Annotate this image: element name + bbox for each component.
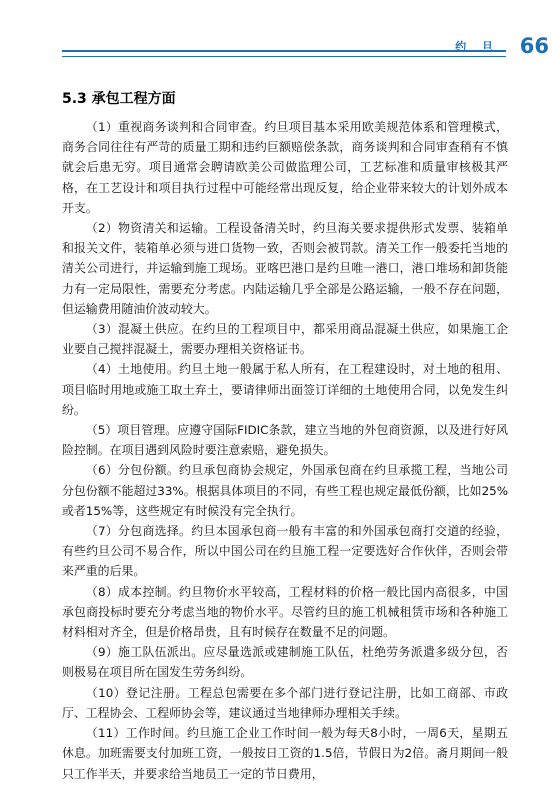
body-text — [62, 117, 508, 784]
paragraph-2-customs-transport: （2）物资清关和运输。工程设备清关时，约旦海关要求提供形式发票、装箱单和报关文件，装箱单必须与进口货物一致，否则会被罚款。清关工作一般委托当地的清关公司进行，并运输到施工现场。亚喀巴港口是约旦唯一港口，港口堆场和卸货能力有一定局限性，需要充分考虑。内陆运输几乎全部是公路运输，一般不存在问题，但运输费用随油价波动较大。 — [62, 221, 508, 316]
paragraph-4-land-use: （4）土地使用。约旦土地一般属于私人所有，在工程建设时，对土地的租用、项目临时用地或施工取土弃土，要请律师出面签订详细的土地使用合同，以免发生纠纷。 — [62, 362, 508, 417]
paragraph-1-contract-review: （1）重视商务谈判和合同审查。约旦项目基本采用欧美规范体系和管理模式，商务合同往往有严苛的质量工期和违约巨额赔偿条款，商务谈判和合同审查稍有不慎就会后患无穷。项目通常会聘请欧美公司做监理公司，工艺标准和质量审核极其严格，在工艺设计和项目执行过程中可能经常出现反复，给企业带来较大的计划外成本开支。 — [62, 120, 508, 215]
paragraph-11-working-hours: （11）工作时间。约旦施工企业工作时间一般为每天8小时，一周6天，星期五休息。加班需要支付加班工资，一般按日工资的1.5倍，节假日为2倍。斋月期间一般只工作半天，并要求给当地员工一定的节日费用， — [62, 726, 508, 781]
page-number: 66 — [519, 34, 549, 58]
header-rule — [62, 50, 506, 52]
paragraph-5-project-management: （5）项目管理。应遵守国际FIDIC条款，建立当地的外包商资源，以及进行好风险控制。在项目遇到风险时要注意索赔，避免损失。 — [62, 423, 508, 458]
paragraph-8-cost-control: （8）成本控制。约旦物价水平较高，工程材料的价格一般比国内高很多，中国承包商投标时要充分考虑当地的物价水平。尽管约旦的施工机械租赁市场和各种施工材料相对齐全，但是价格昂贵，且有时候存在数量不足的问题。 — [62, 584, 508, 640]
running-head: 约 旦 — [455, 40, 499, 53]
paragraph-9-construction-team: （9）施工队伍派出。应尽量选派或建制施工队伍，杜绝劳务派遣多级分包，否则极易在项目所在国发生劳务纠纷。 — [62, 645, 508, 680]
paragraph-7-subcontractor-selection: （7）分包商选择。约旦本国承包商一般有丰富的和外国承包商打交道的经验，有些约旦公司不易合作，所以中国公司在约旦施工程一定要选好合作伙伴，否则会带来严重的后果。 — [62, 524, 508, 579]
paragraph-3-concrete-supply: （3）混凝土供应。在约旦的工程项目中，都采用商品混凝土供应，如果施工企业要自己搅拌混凝土，需要办理相关资格证书。 — [62, 322, 508, 357]
header-rule-thin — [62, 56, 506, 57]
paragraph-6-subcontract-share: （6）分包份额。约旦承包商协会规定，外国承包商在约旦承揽工程，当地公司分包份额不能超过33%。根据具体项目的不同，有些工程也规定最低份额，比如25%或者15%等，这些规定有时候没有完全执行。 — [62, 463, 508, 518]
section-title: 5.3 承包工程方面 — [62, 91, 176, 107]
paragraph-10-registration: （10）登记注册。工程总包需要在多个部门进行登记注册，比如工商部、市政厅、工程协会、工程师协会等，建议通过当地律师办理相关手续。 — [62, 685, 508, 720]
